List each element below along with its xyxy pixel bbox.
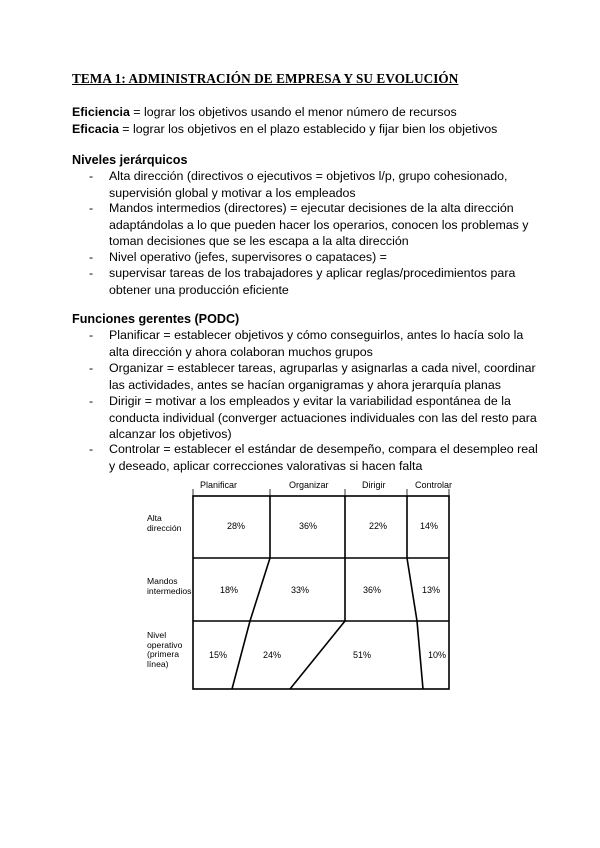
list-bullet: - xyxy=(89,201,94,215)
column-divider xyxy=(290,621,345,689)
definition-eficiencia xyxy=(72,105,457,119)
list-item: Controlar = establecer el estándar de desempeño, compara el desempleo real y deseado, aplicar correcciones valorativas si hacen falta xyxy=(109,442,538,473)
list-bullet: - xyxy=(89,266,94,280)
row-label-alta-direccion: Alta dirección xyxy=(147,513,182,533)
list-item: Nivel operativo (jefes, supervisores o capataces) = xyxy=(109,250,387,264)
page-title: TEMA 1: ADMINISTRACIÓN DE EMPRESA Y SU EVOLUCIÓN xyxy=(72,71,459,86)
row-label-mandos-intermedios: Mandos intermedios xyxy=(147,576,192,596)
definition-term: Eficacia xyxy=(72,122,119,136)
list-bullet: - xyxy=(89,250,94,264)
cell-value: 14% xyxy=(420,521,439,531)
list-bullet: - xyxy=(89,169,94,183)
column-header-planificar: Planificar xyxy=(200,480,238,490)
list-item: supervisar tareas de los trabajadores y aplicar reglas/procedimientos para obtener una producción eficiente xyxy=(109,266,516,297)
column-divider xyxy=(232,621,250,689)
cell-value: 36% xyxy=(299,521,318,531)
cell-value: 10% xyxy=(428,650,447,660)
list-bullet: - xyxy=(89,328,94,342)
cell-value: 24% xyxy=(263,650,282,660)
cell-value: 15% xyxy=(209,650,228,660)
list-bullet: - xyxy=(89,442,94,456)
podc-diagram xyxy=(140,478,470,698)
column-header-controlar: Controlar xyxy=(415,480,453,490)
list-bullet: - xyxy=(89,361,94,375)
column-header-organizar: Organizar xyxy=(289,480,329,490)
cell-value: 51% xyxy=(353,650,372,660)
cell-value: 13% xyxy=(422,585,441,595)
row-label-nivel-operativo: Nivel operativo (primera línea) xyxy=(147,630,183,669)
column-divider xyxy=(417,621,423,689)
section-heading-niveles: Niveles jerárquicos xyxy=(72,153,188,167)
column-divider xyxy=(250,558,270,621)
list-item: Organizar = establecer tareas, agruparlas y asignarlas a cada nivel, coordinar las actividades, antes se hacían organigramas y ahora jerarquía planas xyxy=(109,361,536,392)
section-heading-funciones: Funciones gerentes (PODC) xyxy=(72,312,240,326)
list-bullet: - xyxy=(89,394,94,408)
definition-eficacia xyxy=(72,122,497,136)
cell-value: 18% xyxy=(220,585,239,595)
list-item: Dirigir = motivar a los empleados y evitar la variabilidad espontánea de la conducta individual (converger actuaciones individuales con las del resto para alcanzar los objetivos) xyxy=(109,394,537,441)
definition-text: = lograr los objetivos en el plazo establecido y fijar bien los objetivos xyxy=(118,122,498,136)
list-item: Planificar = establecer objetivos y cómo conseguirlos, antes lo hacía solo la alta dirección y ahora colaboran muchos grupos xyxy=(109,328,524,359)
cell-value: 28% xyxy=(227,521,246,531)
definition-term: Eficiencia xyxy=(72,105,130,119)
cell-value: 22% xyxy=(369,521,388,531)
column-divider xyxy=(407,558,417,621)
cell-value: 33% xyxy=(291,585,310,595)
column-header-dirigir: Dirigir xyxy=(362,480,386,490)
list-item: Mandos intermedios (directores) = ejecutar decisiones de la alta dirección adaptándolas a lo que pueden hacer los operarios, conocen los problemas y toman decisiones que se les escapa a la alta dirección xyxy=(109,201,529,248)
list-item: Alta dirección (directivos o ejecutivos = objetivos l/p, grupo cohesionado, supervisión global y motivar a los empleados xyxy=(109,169,508,200)
definition-text: = lograr los objetivos usando el menor número de recursos xyxy=(129,105,457,119)
cell-value: 36% xyxy=(363,585,382,595)
